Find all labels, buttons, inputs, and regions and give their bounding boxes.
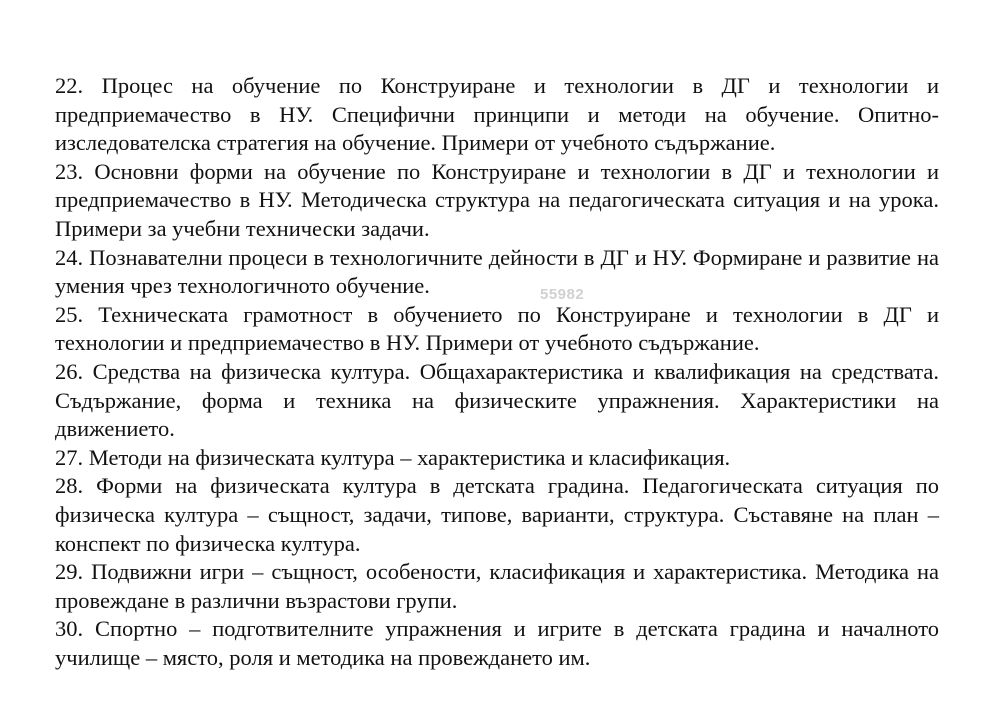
topic-24: 24. Познавателни процеси в технологичните дейности в ДГ и НУ. Формиране и развитие на умения чрез технологичното обучение.: [55, 244, 939, 299]
topic-25: 25. Техническата грамотност в обучението по Конструиране и технологии в ДГ и технологии и предприемачество в НУ. Примери от учебното съдържание.: [55, 301, 939, 356]
topic-26: 26. Средства на физическа култура. Общахарактеристика и квалификация на средствата. Съдържание, форма и техника на физическите упражнения. Характеристики на движението.: [55, 358, 939, 442]
exam-topics-list: [55, 72, 939, 672]
topic-29: 29. Подвижни игри – същност, особености, класификация и характеристика. Методика на провеждане в различни възрастови групи.: [55, 559, 939, 613]
topic-30: 30. Спортно – подготвителните упражнения и игрите в детската градина и началното училище – място, роля и методика на провеждането им.: [55, 616, 939, 670]
topic-22: 22. Процес на обучение по Конструиране и технологии в ДГ и технологии и предприемачество в НУ. Специфични принципи и методи на обучение. Опитно-изследователска стратегия на обучение. Примери от учебното съдържание.: [55, 73, 939, 156]
topic-23: 23. Основни форми на обучение по Конструиране и технологии в ДГ и технологии и предприемачество в НУ. Методическа структура на педагогическата ситуация и на урока. Примери за учебни технически задачи.: [55, 158, 939, 241]
watermark: 55982: [540, 286, 585, 303]
topic-27: 27. Методи на физическата култура – характеристика и класификация.: [55, 444, 731, 470]
topic-28: 28. Форми на физическата култура в детската градина. Педагогическата ситуация по физическа култура – същност, задачи, типове, варианти, структура. Съставяне на план – конспект по физическа култура.: [55, 473, 939, 556]
